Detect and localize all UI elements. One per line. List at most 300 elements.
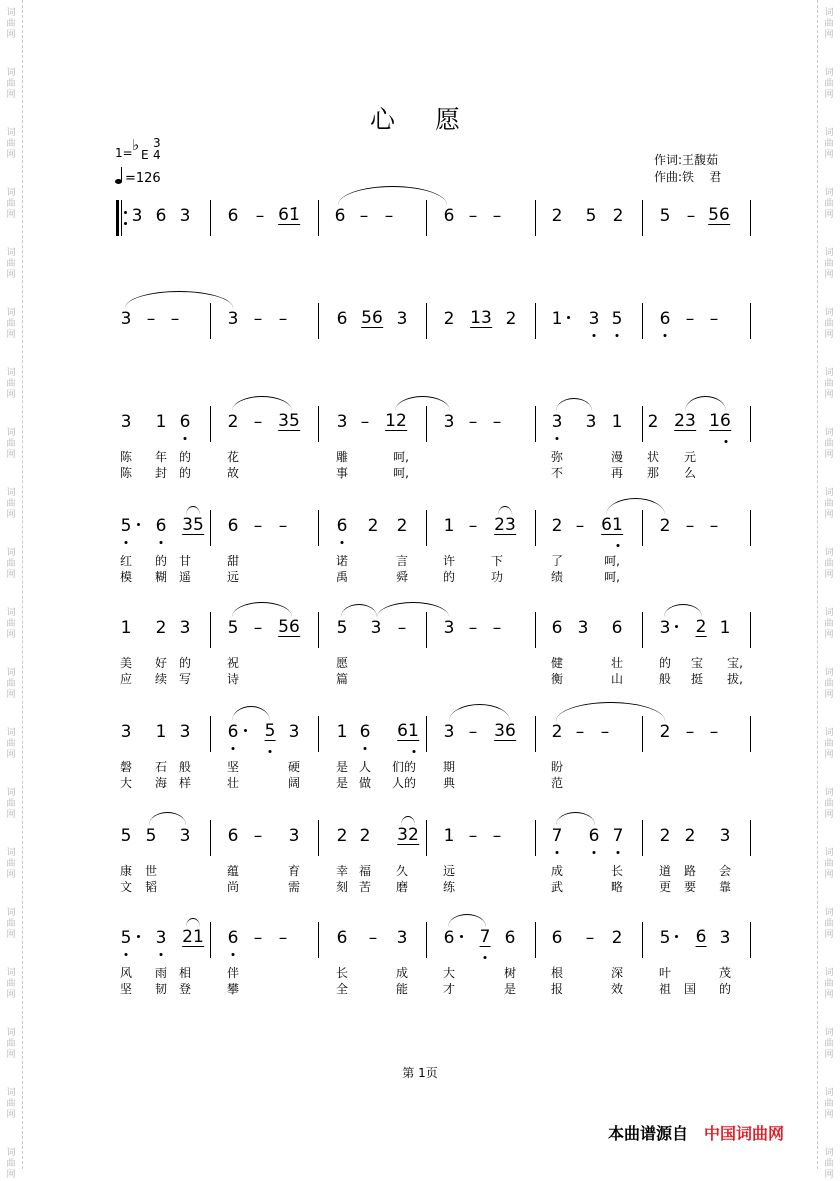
note: 1 (155, 722, 167, 742)
watermark-char: 曲 (824, 559, 834, 569)
barline (750, 200, 751, 236)
source-credit (608, 1121, 784, 1144)
credits (654, 152, 721, 186)
watermark-char: 网 (6, 330, 16, 340)
note: – (278, 309, 288, 329)
watermark-text (818, 8, 840, 41)
note-line (0, 510, 840, 546)
watermark-char: 网 (6, 1170, 16, 1180)
octave-dot-below (184, 437, 187, 440)
barline (750, 303, 751, 339)
note: 3 (577, 618, 589, 638)
note: 2 (551, 206, 563, 226)
watermark-char: 网 (6, 390, 16, 400)
barline (642, 510, 643, 546)
watermark-char: 曲 (6, 319, 16, 329)
watermark-char: 网 (824, 630, 834, 640)
octave-dot-below (269, 750, 272, 753)
watermark-char: 词 (6, 848, 16, 858)
barline (535, 200, 536, 236)
lyric-verse-2: 功 (490, 570, 504, 584)
octave-dot-below (617, 544, 620, 547)
lyric-verse-2: 么 (683, 466, 697, 480)
octave-dot-below (556, 437, 559, 440)
note: 5 (120, 928, 132, 948)
note: – (253, 309, 263, 329)
lyric-verse-2: 绩 (550, 570, 564, 584)
lyric-verse-2: 写 (178, 672, 192, 686)
note: 2 (359, 826, 371, 846)
lyric-verse-1: 诺 (335, 554, 349, 568)
note: 3 (443, 722, 455, 742)
lyricist: 作词:王馥茹 (654, 153, 719, 167)
score-row-8 (0, 922, 840, 1022)
note: 3 (396, 309, 408, 329)
note: 6 (179, 412, 191, 432)
lyric-verse-2: 大 (119, 776, 133, 790)
watermark-char: 曲 (824, 19, 834, 29)
note: 2 (551, 722, 563, 742)
barline (210, 716, 211, 752)
note: 23 (494, 515, 516, 535)
lyric-verse-1: 健 (550, 656, 564, 670)
note: 2 (695, 617, 707, 637)
lyric-verse-1: 相 (178, 966, 192, 980)
note: 1 (719, 618, 731, 638)
watermark-char: 词 (6, 188, 16, 198)
lyric-verse-1: 甜 (226, 554, 240, 568)
lyric-verse-2: 不 (550, 466, 564, 480)
watermark-char: 曲 (6, 1159, 16, 1169)
lyric-verse-1: 祝 (226, 656, 240, 670)
lyric-verse-2: 是 (335, 776, 349, 790)
watermark-char: 曲 (824, 919, 834, 929)
note: 1 (551, 309, 563, 329)
lyric-verse-1: 壮 (610, 656, 624, 670)
watermark-char: 曲 (6, 739, 16, 749)
lyric-verse-1: 康 (119, 864, 133, 878)
lyric-verse-2: 苦 (358, 880, 372, 894)
lyric-verse-2: 略 (610, 880, 624, 894)
lyric-verse-1: 红 (119, 554, 133, 568)
lyric-verse-1: 世 (144, 864, 158, 878)
watermark-char: 曲 (824, 739, 834, 749)
note: 7 (551, 826, 563, 846)
lyric-verse-2: 篇 (335, 672, 349, 686)
lyric-verse-1: 石 (154, 760, 168, 774)
note: 3 (659, 618, 671, 638)
slur-arc (498, 506, 512, 515)
note: – (709, 722, 719, 742)
watermark-char: 曲 (824, 619, 834, 629)
note: – (468, 206, 478, 226)
watermark-char: 曲 (824, 1159, 834, 1169)
lyric-verse-1: 漫 (610, 450, 624, 464)
note: 5 (659, 206, 671, 226)
barline (426, 612, 427, 648)
note: 2 (612, 206, 624, 226)
note: – (468, 516, 478, 536)
lyric-verse-2: 人的 (391, 776, 417, 790)
watermark-char: 网 (824, 570, 834, 580)
lyric-verse-1: 好 (154, 656, 168, 670)
note: 7 (612, 826, 624, 846)
barline (210, 922, 211, 958)
octave-dot-below (725, 440, 728, 443)
repeat-dot (124, 222, 127, 225)
watermark-char: 曲 (6, 499, 16, 509)
note: – (397, 618, 407, 638)
watermark-char: 曲 (824, 1039, 834, 1049)
note: – (468, 618, 478, 638)
watermark-char: 词 (824, 248, 834, 258)
lyric-verse-1: 人 (358, 760, 372, 774)
lyric-verse-1: 宝, (727, 656, 743, 670)
watermark-char: 曲 (6, 139, 16, 149)
lyric-verse-1: 的 (178, 656, 192, 670)
note: 2 (551, 516, 563, 536)
watermark-char: 曲 (6, 1039, 16, 1049)
score-row-5 (0, 612, 840, 712)
note: 6 (551, 928, 563, 948)
lyric-verse-2: 坚 (119, 982, 133, 996)
watermark-char: 词 (824, 608, 834, 618)
note: 3 (179, 206, 191, 226)
lyric-verse-2: 靠 (718, 880, 732, 894)
note: – (600, 722, 610, 742)
barline (426, 820, 427, 856)
watermark-char: 词 (824, 1148, 834, 1158)
note: 61 (397, 721, 419, 741)
note: 5 (145, 826, 157, 846)
note: 2 (659, 826, 671, 846)
octave-dot-below (616, 334, 619, 337)
watermark-char: 网 (6, 630, 16, 640)
lyric-verse-1: 远 (442, 864, 456, 878)
barline (535, 922, 536, 958)
lyric-verse-1: 宝 (690, 656, 704, 670)
watermark-char: 网 (824, 930, 834, 940)
watermark-char: 曲 (6, 1099, 16, 1109)
lyric-verse-2: 壮 (226, 776, 240, 790)
lyric-verse-2: 的 (718, 982, 732, 996)
watermark-char: 词 (6, 368, 16, 378)
lyric-verse-1: 久 (395, 864, 409, 878)
note: 6 (334, 206, 346, 226)
lyric-verse-1: 下 (490, 554, 504, 568)
note: 1 (443, 826, 455, 846)
note: – (368, 928, 378, 948)
lyric-verse-1: 坚 (226, 760, 240, 774)
octave-dot-below (125, 953, 128, 956)
barline (426, 510, 427, 546)
note: – (575, 722, 585, 742)
note: – (492, 412, 502, 432)
watermark-char: 词 (824, 668, 834, 678)
note-line (0, 406, 840, 442)
lyric-verse-1: 呵, (393, 450, 409, 464)
lyric-verse-2: 续 (154, 672, 168, 686)
note: 2 (659, 722, 671, 742)
lyric-verse-2: 更 (658, 880, 672, 894)
note: 3 (370, 618, 382, 638)
watermark-char: 曲 (6, 79, 16, 89)
lyric-verse-1: 成 (395, 966, 409, 980)
watermark-char: 词 (6, 548, 16, 558)
barline (642, 303, 643, 339)
note: 5 (120, 826, 132, 846)
lyric-verse-1: 蕴 (226, 864, 240, 878)
watermark-char: 词 (824, 728, 834, 738)
watermark-char: 词 (6, 68, 16, 78)
lyric-verse-2: 武 (550, 880, 564, 894)
lyric-verse-2: 韧 (154, 982, 168, 996)
flat-symbol: ♭ (132, 136, 140, 154)
lyric-verse-1: 是 (335, 760, 349, 774)
lyric-verse-1: 育 (287, 864, 301, 878)
watermark-char: 网 (6, 30, 16, 40)
note-line (0, 200, 840, 236)
lyric-verse-2: 呵, (604, 570, 620, 584)
note: – (685, 722, 695, 742)
note: 56 (278, 617, 300, 637)
source-label: 本曲谱源自 (608, 1124, 689, 1143)
lyric-verse-2: 全 (335, 982, 349, 996)
watermark-char: 网 (6, 90, 16, 100)
barline (210, 200, 211, 236)
note: 6 (504, 928, 516, 948)
lyric-verse-1: 福 (358, 864, 372, 878)
barline (642, 716, 643, 752)
song-title: 心愿 (369, 105, 500, 134)
note: 6 (227, 826, 239, 846)
watermark-char: 词 (824, 1028, 834, 1038)
watermark-char: 词 (824, 548, 834, 558)
barline (426, 922, 427, 958)
lyric-verse-2: 糊 (154, 570, 168, 584)
time-top: 3 (153, 136, 161, 150)
barline (750, 406, 751, 442)
watermark-char: 网 (6, 810, 16, 820)
watermark-text (0, 1088, 22, 1121)
note: 3 (443, 618, 455, 638)
note: 1 (611, 412, 623, 432)
tempo-value: =126 (125, 171, 161, 186)
barline (750, 716, 751, 752)
watermark-char: 网 (824, 270, 834, 280)
octave-dot-below (125, 541, 128, 544)
barline (318, 406, 319, 442)
note: – (492, 826, 502, 846)
note: – (686, 206, 696, 226)
watermark-char: 词 (6, 908, 16, 918)
watermark-char: 网 (6, 450, 16, 460)
watermark-char: 网 (824, 1170, 834, 1180)
watermark-char: 词 (824, 308, 834, 318)
watermark-char: 曲 (824, 979, 834, 989)
quarter-note-icon (115, 168, 124, 184)
octave-dot-below (617, 851, 620, 854)
barline (318, 716, 319, 752)
octave-dot-below (593, 851, 596, 854)
barline (426, 406, 427, 442)
watermark-char: 网 (6, 210, 16, 220)
note: 6 (443, 928, 455, 948)
lyric-verse-2: 故 (226, 466, 240, 480)
lyric-verse-2: 诗 (226, 672, 240, 686)
note: 32 (397, 825, 419, 845)
watermark-char: 网 (6, 750, 16, 760)
watermark-char: 网 (6, 150, 16, 160)
lyric-verse-2: 效 (610, 982, 624, 996)
note: – (468, 826, 478, 846)
watermark-char: 曲 (6, 619, 16, 629)
barline (535, 406, 536, 442)
watermark-char: 词 (824, 68, 834, 78)
barline (535, 820, 536, 856)
note: 6 (336, 928, 348, 948)
watermark-char: 曲 (6, 199, 16, 209)
note: – (253, 928, 263, 948)
watermark-text (0, 8, 22, 41)
lyric-verse-2: 刻 (335, 880, 349, 894)
note: 2 (611, 928, 623, 948)
watermark-char: 曲 (824, 859, 834, 869)
note: – (170, 309, 180, 329)
watermark-char: 曲 (824, 439, 834, 449)
slur-arc (186, 506, 200, 515)
watermark-text (818, 1088, 840, 1121)
lyric-verse-1: 成 (550, 864, 564, 878)
note: 3 (179, 722, 191, 742)
repeat-dot (124, 211, 127, 214)
note: 3 (443, 412, 455, 432)
time-bottom: 4 (153, 148, 161, 162)
watermark-char: 词 (6, 1148, 16, 1158)
octave-dot-below (364, 747, 367, 750)
barline (535, 303, 536, 339)
note: 3 (585, 412, 597, 432)
note: 7 (479, 927, 491, 947)
lyric-verse-2: 陈 (119, 466, 133, 480)
note: 3 (120, 412, 132, 432)
score-row-3 (0, 406, 840, 506)
watermark-char: 网 (824, 450, 834, 460)
note: 35 (278, 411, 300, 431)
score-row-6 (0, 716, 840, 816)
lyric-verse-1: 根 (550, 966, 564, 980)
note: 6 (588, 826, 600, 846)
barline (318, 820, 319, 856)
watermark-char: 词 (6, 8, 16, 18)
note: 6 (227, 206, 239, 226)
note: 16 (709, 411, 731, 431)
note: – (468, 412, 478, 432)
watermark-char: 词 (824, 848, 834, 858)
augmentation-dot (675, 935, 678, 938)
score-row-2 (0, 303, 840, 403)
watermark-char: 词 (6, 608, 16, 618)
watermark-char: 网 (824, 690, 834, 700)
lyric-verse-2: 要 (683, 880, 697, 894)
note: 6 (227, 516, 239, 536)
note: 3 (155, 928, 167, 948)
augmentation-dot (244, 729, 247, 732)
note: 3 (179, 618, 191, 638)
barline (426, 303, 427, 339)
note: 3 (588, 309, 600, 329)
score-row-4 (0, 510, 840, 610)
lyric-verse-2: 样 (178, 776, 192, 790)
note: 3 (288, 826, 300, 846)
lyric-verse-1: 言 (395, 554, 409, 568)
lyric-verse-1: 花 (226, 450, 240, 464)
lyric-verse-1: 的 (658, 656, 672, 670)
time-signature (153, 137, 161, 161)
slur-arc (401, 816, 415, 825)
watermark-char: 网 (824, 150, 834, 160)
lyric-verse-2: 海 (154, 776, 168, 790)
barline (535, 716, 536, 752)
note: 3 (120, 309, 132, 329)
lyric-verse-2: 登 (178, 982, 192, 996)
watermark-char: 曲 (6, 919, 16, 929)
watermark-char: 网 (824, 390, 834, 400)
augmentation-dot (675, 625, 678, 628)
note: 6 (155, 516, 167, 536)
lyric-verse-1: 大 (442, 966, 456, 980)
watermark-char: 词 (824, 788, 834, 798)
octave-dot-below (556, 851, 559, 854)
watermark-char: 网 (824, 90, 834, 100)
lyric-verse-2: 呵, (393, 466, 409, 480)
lyric-verse-1: 叶 (658, 966, 672, 980)
score-row-1 (0, 200, 840, 300)
note: 2 (443, 309, 455, 329)
watermark-char: 曲 (824, 499, 834, 509)
note: 6 (551, 618, 563, 638)
watermark-char: 网 (824, 330, 834, 340)
watermark-char: 曲 (824, 379, 834, 389)
lyric-verse-1: 愿 (335, 656, 349, 670)
watermark-char: 曲 (6, 679, 16, 689)
watermark-char: 网 (824, 990, 834, 1000)
watermark-char: 网 (6, 870, 16, 880)
watermark-char: 网 (824, 870, 834, 880)
note: 2 (227, 412, 239, 432)
note: 2 (659, 516, 671, 536)
key-one: 1= (115, 146, 133, 160)
note: – (253, 412, 263, 432)
note: 2 (684, 826, 696, 846)
note: – (278, 928, 288, 948)
note: – (492, 206, 502, 226)
lyric-verse-2: 典 (442, 776, 456, 790)
watermark-char: 网 (824, 750, 834, 760)
watermark-char: 词 (824, 908, 834, 918)
note: 3 (719, 928, 731, 948)
note: – (468, 722, 478, 742)
note: 3 (227, 309, 239, 329)
watermark-char: 网 (6, 570, 16, 580)
watermark-char: 词 (824, 488, 834, 498)
barline (210, 510, 211, 546)
lyric-verse-1: 美 (119, 656, 133, 670)
watermark-char: 词 (6, 968, 16, 978)
watermark-char: 曲 (6, 439, 16, 449)
lyric-verse-1: 磐 (119, 760, 133, 774)
barline (535, 612, 536, 648)
